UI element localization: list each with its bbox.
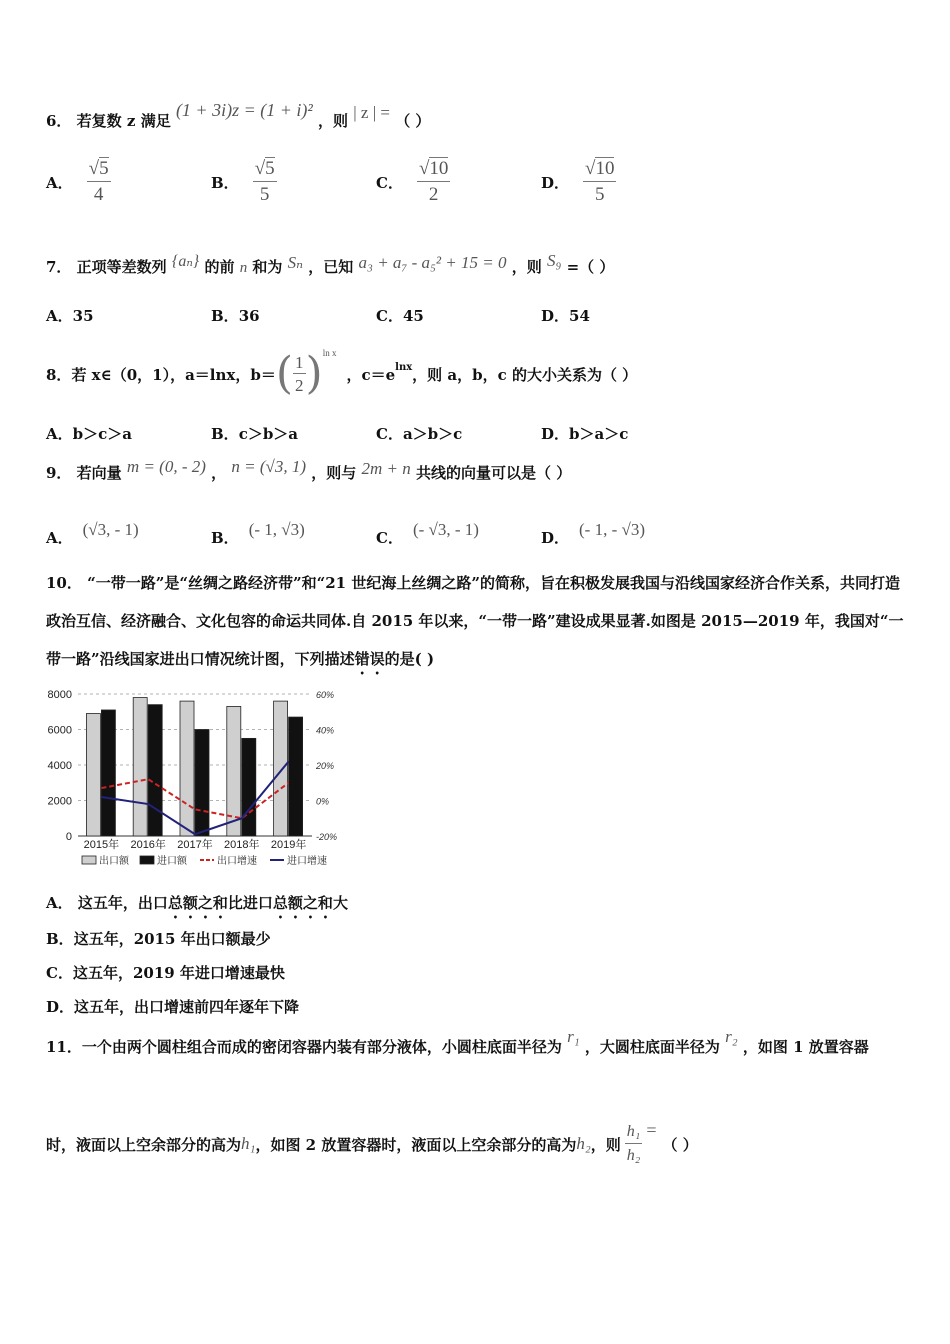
x-tick-label: 2016年: [130, 839, 166, 851]
q6-text: 满足: [140, 112, 171, 130]
option-value: (- 1, √3): [248, 520, 305, 539]
option-label: D．: [46, 998, 75, 1016]
question-11-line2: [46, 1116, 698, 1172]
y2-tick-label: 40%: [316, 725, 335, 736]
option-text: 这五年，2019 年进口增速最快: [72, 964, 285, 982]
option-text: 这五年，出口增速前四年逐年下降: [74, 998, 300, 1016]
q10-option-c[interactable]: [46, 962, 285, 983]
q6-option-c[interactable]: [376, 158, 450, 206]
option-label: C．: [376, 425, 403, 443]
fraction-numerator: [417, 158, 450, 182]
question-number: 9．: [46, 464, 72, 482]
option-fraction: [87, 158, 111, 206]
q9-option-c[interactable]: [376, 520, 479, 548]
option-label: C．: [376, 173, 403, 192]
q8-exp: ln x: [322, 348, 337, 358]
bar-export: [274, 701, 288, 836]
option-label: C．: [376, 307, 403, 325]
option-label: A．: [46, 307, 73, 325]
option-emphasis: 总额之和: [167, 894, 228, 912]
q11-h2: h₂: [576, 1134, 591, 1153]
question-11-line1: [46, 1027, 869, 1057]
bar-export: [133, 698, 147, 836]
q7-n: n: [239, 260, 248, 276]
q10-text: 的是( ): [384, 650, 435, 668]
y2-tick-label: -20%: [316, 832, 338, 842]
q11-ratio: [625, 1122, 643, 1166]
sqrt-radicand: 5: [265, 158, 275, 179]
fraction-numerator: [87, 158, 111, 182]
legend-label: 出口增速: [217, 856, 257, 867]
option-label: C．: [376, 529, 403, 547]
q7-condition: a₃ + a₇ - a₅² + 15 = 0: [358, 253, 507, 272]
q7-option-b[interactable]: [211, 305, 260, 326]
q8-text: ，则 a，b，c 的大小关系为（ ）: [412, 365, 638, 384]
option-value: c＞b＞a: [238, 425, 299, 443]
q6-option-a[interactable]: [46, 158, 111, 206]
q8-left-paren: (: [275, 348, 294, 399]
q6-equation: (1 + 3i)z = (1 + i)²: [175, 100, 313, 120]
q6-var: z: [126, 112, 136, 130]
sqrt-sign: √: [254, 158, 266, 179]
q10-option-a[interactable]: [46, 892, 348, 922]
question-6-stem: [46, 100, 431, 131]
legend-label: 出口额: [99, 856, 129, 867]
question-7-stem: [46, 251, 615, 277]
question-number: 8．: [46, 365, 72, 384]
option-emphasis: 总额之和: [272, 894, 333, 912]
option-text: 大: [332, 894, 348, 912]
bar-export: [86, 714, 100, 836]
q6-option-b[interactable]: [211, 158, 277, 206]
q7-option-c[interactable]: [376, 305, 424, 326]
q11-ratio-den: h₂: [626, 1147, 641, 1164]
bar-import: [148, 705, 162, 836]
option-text: 比进口: [227, 894, 273, 912]
option-value: b＞a＞c: [569, 425, 629, 443]
option-value: 35: [72, 307, 94, 325]
option-label: B．: [211, 529, 239, 547]
y-tick-label: 6000: [47, 724, 72, 737]
q11-text: 时，液面以上空余部分的高为: [46, 1135, 242, 1154]
bar-import: [195, 730, 209, 837]
q11-ratio-num: h₁: [625, 1122, 643, 1144]
legend-label: 进口增速: [287, 856, 327, 867]
q8-c-exp: lnx: [395, 362, 413, 373]
fraction-denominator: 5: [594, 184, 605, 205]
bar-import: [289, 717, 303, 836]
option-label: B．: [46, 930, 74, 948]
q7-text: =（ ）: [566, 258, 615, 276]
y-tick-label: 0: [65, 831, 72, 843]
y2-tick-label: 60%: [316, 690, 335, 700]
q8-frac: [293, 353, 306, 395]
q9-text: ，: [211, 464, 227, 482]
q7-seq: {aₙ}: [171, 253, 200, 270]
q8-option-c[interactable]: [376, 423, 462, 444]
answer-paren: （ ）: [662, 1135, 698, 1154]
y-tick-label: 2000: [47, 795, 72, 808]
q8-option-a[interactable]: [46, 423, 132, 444]
q9-text: ，则与: [311, 464, 357, 482]
q7-text: 和为: [252, 258, 283, 276]
fraction-denominator: 5: [259, 184, 270, 205]
q10-text: 10． “一带一路”是“丝绸之路经济带”和“21 世纪海上丝绸之路”的简称，旨在积极发展我国与沿线国家经济合作关系，共同打造政治互信、经济融合、文化包容的命运共同体.自 2015 年以来，“一带一路”建设成果显著.如图是 2015—2019 年，我国对“一带一路”沿线国家进出口情况统计图，下列描述: [46, 574, 904, 668]
option-value: (√3, - 1): [82, 520, 139, 539]
option-label: B．: [211, 173, 239, 192]
y-tick-label: 8000: [47, 689, 72, 701]
q10-emphasis: 错误: [354, 650, 385, 668]
legend-label: 进口额: [157, 856, 187, 867]
q8-text: 若 x∈（0，1），a＝lnx，b＝: [71, 365, 276, 384]
option-text: 这五年，出口: [77, 894, 168, 912]
fraction-denominator: 2: [428, 184, 439, 205]
option-label: A．: [46, 173, 73, 192]
q7-text: ，已知: [308, 258, 354, 276]
q11-h1: h₁: [241, 1134, 256, 1153]
option-fraction: [583, 158, 616, 206]
option-label: D．: [541, 307, 570, 325]
q8-frac-den: 2: [295, 376, 304, 395]
x-tick-label: 2015年: [83, 839, 120, 851]
q9-option-b[interactable]: [211, 520, 305, 548]
bar-export: [180, 701, 194, 836]
option-value: b＞c＞a: [72, 425, 132, 443]
option-value: 54: [569, 307, 590, 325]
q9-option-d[interactable]: [541, 520, 645, 548]
legend-swatch: [140, 856, 154, 864]
fraction-denominator: 4: [93, 184, 104, 205]
q8-right-paren: ): [305, 348, 323, 399]
x-tick-label: 2019年: [270, 839, 307, 851]
bar-import: [101, 710, 115, 836]
q7-option-a[interactable]: [46, 305, 94, 326]
x-tick-label: 2018年: [224, 839, 260, 851]
q11-eq: =: [646, 1120, 657, 1140]
q7-text: ，则: [511, 258, 542, 276]
q7-text: 正项等差数列: [76, 258, 167, 276]
y2-tick-label: 0%: [316, 796, 330, 807]
option-fraction: [417, 158, 450, 206]
sqrt-sign: √: [418, 158, 430, 179]
q8-frac-num: 1: [295, 353, 304, 372]
q11-r1: r₁: [567, 1027, 580, 1046]
legend-swatch: [82, 856, 96, 864]
trade-chart: [40, 686, 340, 876]
y2-tick-label: 20%: [316, 761, 335, 771]
sqrt-sign: √: [88, 158, 100, 179]
q6-option-d[interactable]: [541, 158, 616, 206]
option-label: D．: [541, 529, 570, 547]
option-label: A．: [46, 425, 73, 443]
q11-text: ，大圆柱底面半径为: [584, 1038, 720, 1056]
q9-text: 共线的向量可以是（ ）: [415, 464, 572, 482]
question-number: 7．: [46, 258, 72, 276]
option-label: B．: [211, 425, 239, 443]
y-tick-label: 4000: [47, 760, 72, 772]
q11-text: ，如图 2 放置容器时，液面以上空余部分的高为: [255, 1135, 577, 1154]
q8-option-b[interactable]: [211, 423, 298, 444]
question-8-stem: [46, 348, 638, 399]
option-value: a＞b＞c: [402, 425, 463, 443]
q8-text: ，c＝e: [346, 365, 396, 384]
option-fraction: [253, 158, 277, 206]
q8-option-d[interactable]: [541, 423, 628, 444]
q11-text: ，如图 1 放置容器: [742, 1038, 869, 1056]
option-text: 这五年，2015 年出口额最少: [73, 930, 271, 948]
q7-sn: Sₙ: [287, 253, 304, 272]
x-tick-label: 2017年: [177, 839, 213, 851]
q6-abs: | z | =: [353, 103, 390, 122]
q10-option-d[interactable]: [46, 996, 299, 1017]
fraction-numerator: [253, 158, 277, 182]
sqrt-radicand: 5: [99, 158, 109, 179]
option-label: A．: [46, 894, 73, 912]
question-number: 6．: [46, 112, 72, 130]
question-9-stem: [46, 457, 572, 483]
q11-r2: r₂: [725, 1027, 738, 1046]
option-label: D．: [541, 173, 570, 192]
q7-option-d[interactable]: [541, 305, 590, 326]
q11-text: 11．一个由两个圆柱组合而成的密闭容器内装有部分液体，小圆柱底面半径为: [46, 1038, 562, 1056]
option-label: B．: [211, 307, 239, 325]
q7-s9: S₉: [546, 251, 562, 270]
bar-import: [242, 738, 256, 836]
answer-paren: （ ）: [395, 112, 431, 130]
q9-text: 若向量: [76, 464, 122, 482]
option-label: A．: [46, 529, 73, 547]
sqrt-radicand: 10: [429, 158, 449, 179]
q10-option-b[interactable]: [46, 928, 271, 949]
sqrt-radicand: 10: [595, 158, 615, 179]
fraction-numerator: [583, 158, 616, 182]
option-value: (- 1, - √3): [579, 520, 645, 539]
sqrt-sign: √: [585, 158, 596, 179]
q11-text: ，则: [590, 1135, 621, 1154]
question-10-stem: [46, 564, 908, 678]
q9-m-vector: m = (0, - 2): [126, 457, 206, 476]
q6-text: 若复数: [76, 112, 122, 130]
q9-option-a[interactable]: [46, 520, 139, 548]
option-label: C．: [46, 964, 73, 982]
q6-text: ，则: [318, 112, 349, 130]
q9-n-vector: n = (√3, 1): [231, 457, 307, 476]
q7-text: 的前: [204, 258, 235, 276]
q9-expr: 2m + n: [361, 459, 411, 478]
option-label: D．: [541, 425, 570, 443]
option-value: (- √3, - 1): [412, 520, 479, 539]
option-value: 36: [238, 307, 260, 325]
option-value: 45: [402, 307, 424, 325]
